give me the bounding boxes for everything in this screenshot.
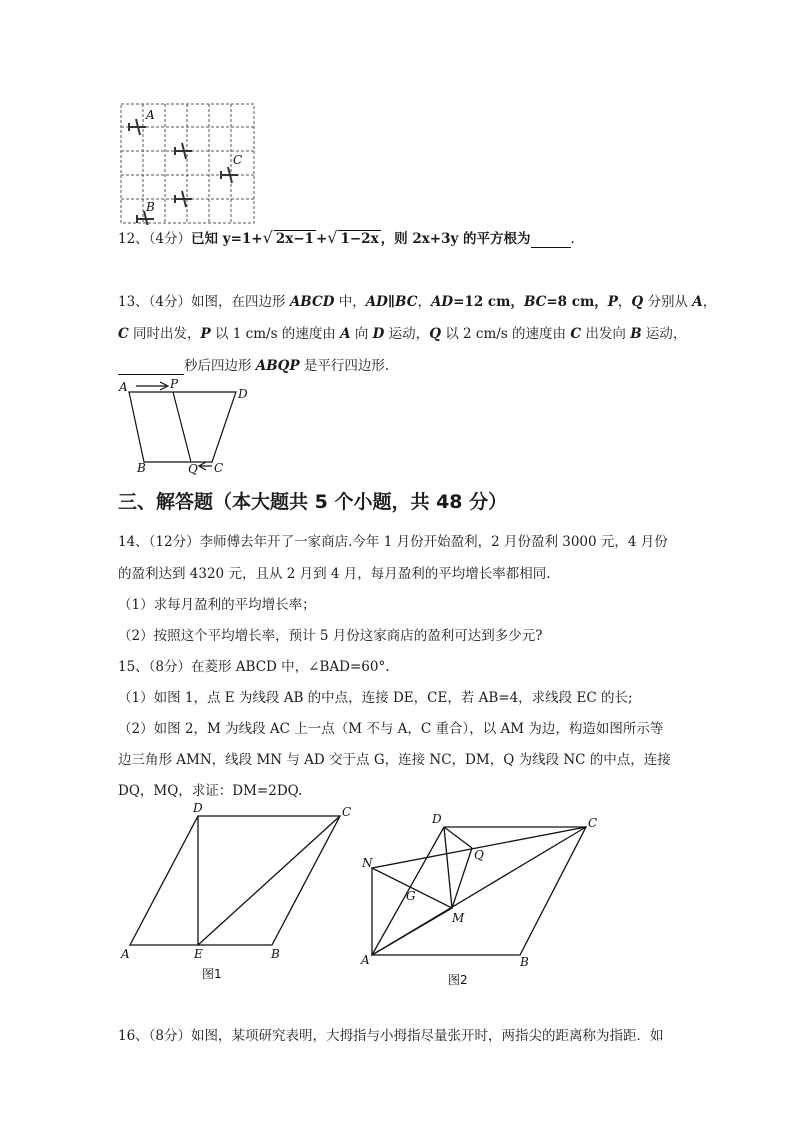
grid-figure xyxy=(120,103,256,225)
q12-line: 12、（4分）已知 y=1+√ 2x−1 +√ 1−2x ，则 2x+3y 的平方根为 . xyxy=(118,228,575,247)
svg-text:B: B xyxy=(137,461,146,475)
q13-line-3: 秒后四边形 ABQP 是平行四边形. xyxy=(118,354,389,375)
svg-text:P: P xyxy=(170,377,179,391)
section-title: 三、解答题（本大题共 5 个小题，共 48 分） xyxy=(118,491,508,513)
svg-text:D: D xyxy=(238,387,248,401)
svg-text:A: A xyxy=(361,953,370,967)
grid-label-b: B xyxy=(146,200,155,214)
q15-part-2a: （2）如图 2，M 为线段 AC 上一点（M 不与 A，C 重合），以 AM 为边，构造如图所示等 xyxy=(118,721,664,737)
figure-2-caption: 图2 xyxy=(448,973,468,987)
svg-text:C: C xyxy=(588,816,598,830)
sqrt-symbol: √ xyxy=(327,228,338,247)
q15-part-1: （1）如图 1，点 E 为线段 AB 的中点，连接 DE，CE，若 AB=4，求线段 EC 的长; xyxy=(118,690,633,706)
answer-blank xyxy=(531,231,571,248)
grid-label-c: C xyxy=(233,153,243,167)
svg-text:D: D xyxy=(193,801,203,815)
svg-text:C: C xyxy=(214,461,224,475)
q13-trapezoid-figure xyxy=(116,376,256,476)
plane-icons xyxy=(128,119,238,225)
svg-text:E: E xyxy=(194,947,203,961)
q13-line-1: 13、（4分）如图，在四边形 ABCD 中，AD∥BC，AD=12 cm，BC=8 cm，P，Q 分别从 A， xyxy=(118,294,717,310)
svg-text:M: M xyxy=(452,911,465,925)
q14-line-1: 14、（12分）李师傅去年开了一家商店.今年 1 月份开始盈利，2 月份盈利 3000 元，4 月份 xyxy=(118,534,668,550)
q13-line-2: C 同时出发，P 以 1 cm/s 的速度由 A 向 D 运动，Q 以 2 cm/s 的速度由 C 出发向 B 运动， xyxy=(118,326,687,342)
svg-text:D: D xyxy=(432,812,442,826)
svg-text:B: B xyxy=(520,955,529,969)
q16-line-1: 16、（8分）如图，某项研究表明，大拇指与小拇指尽量张开时，两指尖的距离称为指距．如 xyxy=(118,1028,664,1044)
grid-label-a: A xyxy=(146,108,155,122)
q14-line-2: 的盈利达到 4320 元，且从 2 月到 4 月，每月盈利的平均增长率都相同. xyxy=(118,566,551,582)
q15-part-2b: 边三角形 AMN，线段 MN 与 AD 交于点 G，连接 NC，DM，Q 为线段 NC 的中点，连接 xyxy=(118,752,671,768)
svg-text:Q: Q xyxy=(474,848,484,862)
svg-text:A: A xyxy=(119,380,128,394)
q14-part-1: （1）求每月盈利的平均增长率； xyxy=(118,597,316,613)
svg-text:C: C xyxy=(342,805,352,819)
q15-line-1: 15、（8分）在菱形 ABCD 中，∠BAD=60°. xyxy=(118,659,390,675)
answer-blank xyxy=(118,358,184,375)
q15-part-2c: DQ，MQ，求证：DM=2DQ. xyxy=(118,783,303,799)
svg-text:Q: Q xyxy=(188,462,198,476)
svg-text:N: N xyxy=(362,856,373,870)
figure-1-caption: 图1 xyxy=(202,967,222,981)
svg-text:B: B xyxy=(271,947,280,961)
q15-figure-1 xyxy=(118,800,363,985)
q15-figure-2 xyxy=(360,812,605,992)
sqrt-symbol: √ xyxy=(262,228,273,247)
q14-part-2: （2）按照这个平均增长率，预计 5 月份这家商店的盈利可达到多少元? xyxy=(118,628,543,644)
svg-text:A: A xyxy=(121,947,130,961)
svg-text:G: G xyxy=(406,889,416,903)
